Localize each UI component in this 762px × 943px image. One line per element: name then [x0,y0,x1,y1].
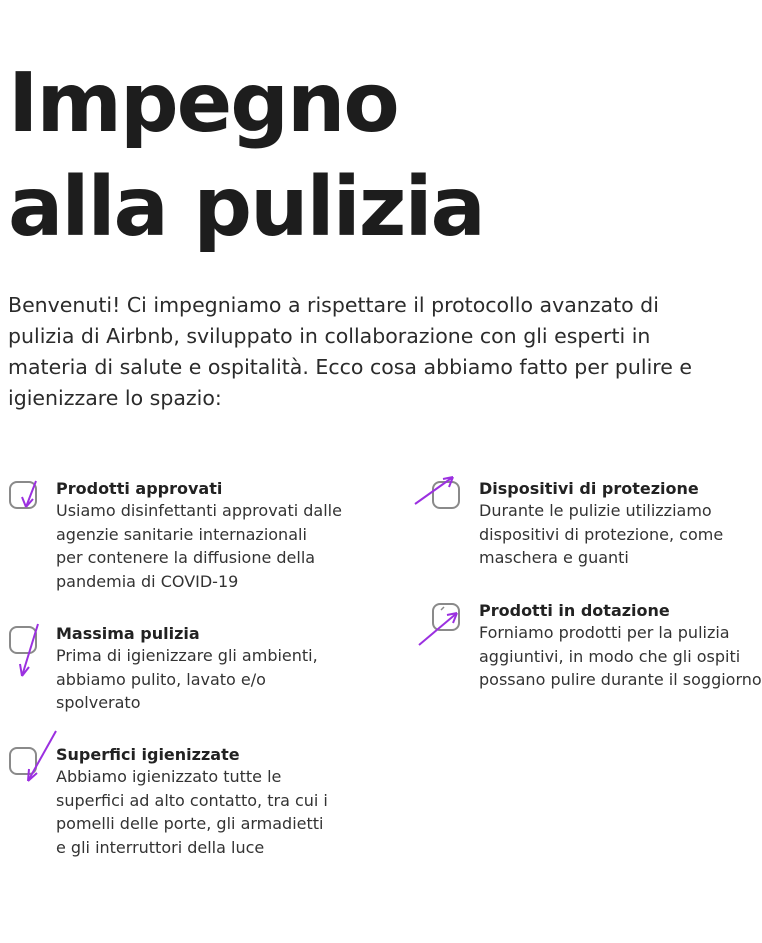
description-line: possano pulire durante il soggiorno [479,670,762,689]
description-line: maschera e guanti [479,548,629,567]
intro-line: igienizzare lo spazio: [8,386,222,410]
description-line: pandemia di COVID-19 [56,571,239,591]
title-line-1: Impegno [8,56,398,151]
description-line: Prima di igienizzare gli ambienti, [56,646,318,665]
page-title [8,52,484,260]
description-line: Durante le pulizie utilizziamo [479,501,712,520]
description-line: spolverato [56,693,141,712]
description-line: superfici ad alto contatto, tra cui i [56,790,328,810]
checkbox-icon [431,479,463,511]
feature-title: Prodotti approvati [56,479,223,498]
description-line: Abbiamo igienizzato tutte le [56,767,282,786]
checkbox-icon [8,479,40,511]
feature-title: Dispositivi di protezione [479,479,699,498]
checkbox-icon [431,601,463,633]
description-line: aggiuntivi, in modo che gli ospiti [479,646,741,666]
description-line: pomelli delle porte, gli armadietti [56,814,324,833]
description-line: Usiamo disinfettanti approvati dalle [56,501,342,520]
description-line: agenzie sanitarie internazionali [56,524,307,544]
description-line: e gli interruttori della luce [56,837,265,857]
feature-description [479,499,723,570]
intro-line: pulizia di Airbnb, sviluppato in collaborazione con gli esperti in [8,324,651,348]
description-line: abbiamo pulito, lavato e/o [56,669,266,689]
title-line-2: alla pulizia [8,160,484,255]
feature-protective-equipment [414,477,724,577]
intro-line: Benvenuti! Ci impegniamo a rispettare il protocollo avanzato di [8,293,659,317]
feature-description [56,499,342,593]
feature-title: Prodotti in dotazione [479,601,670,620]
feature-title: Massima pulizia [56,624,200,643]
description-line: Forniamo prodotti per la pulizia [479,623,730,642]
description-line: dispositivi di protezione, come [479,524,724,544]
checkbox-icon [8,745,40,777]
checkbox-icon [8,624,40,656]
intro-line: materia di salute e ospitalità. Ecco cosa abbiamo fatto per pulire e [8,355,692,379]
feature-title: Superfici igienizzate [56,745,240,764]
feature-description [56,644,318,715]
description-line: per contenere la diffusione della [56,548,316,567]
feature-supplied-products [414,599,762,699]
intro-paragraph [8,290,708,414]
feature-description [479,621,762,692]
feature-description [56,765,328,859]
